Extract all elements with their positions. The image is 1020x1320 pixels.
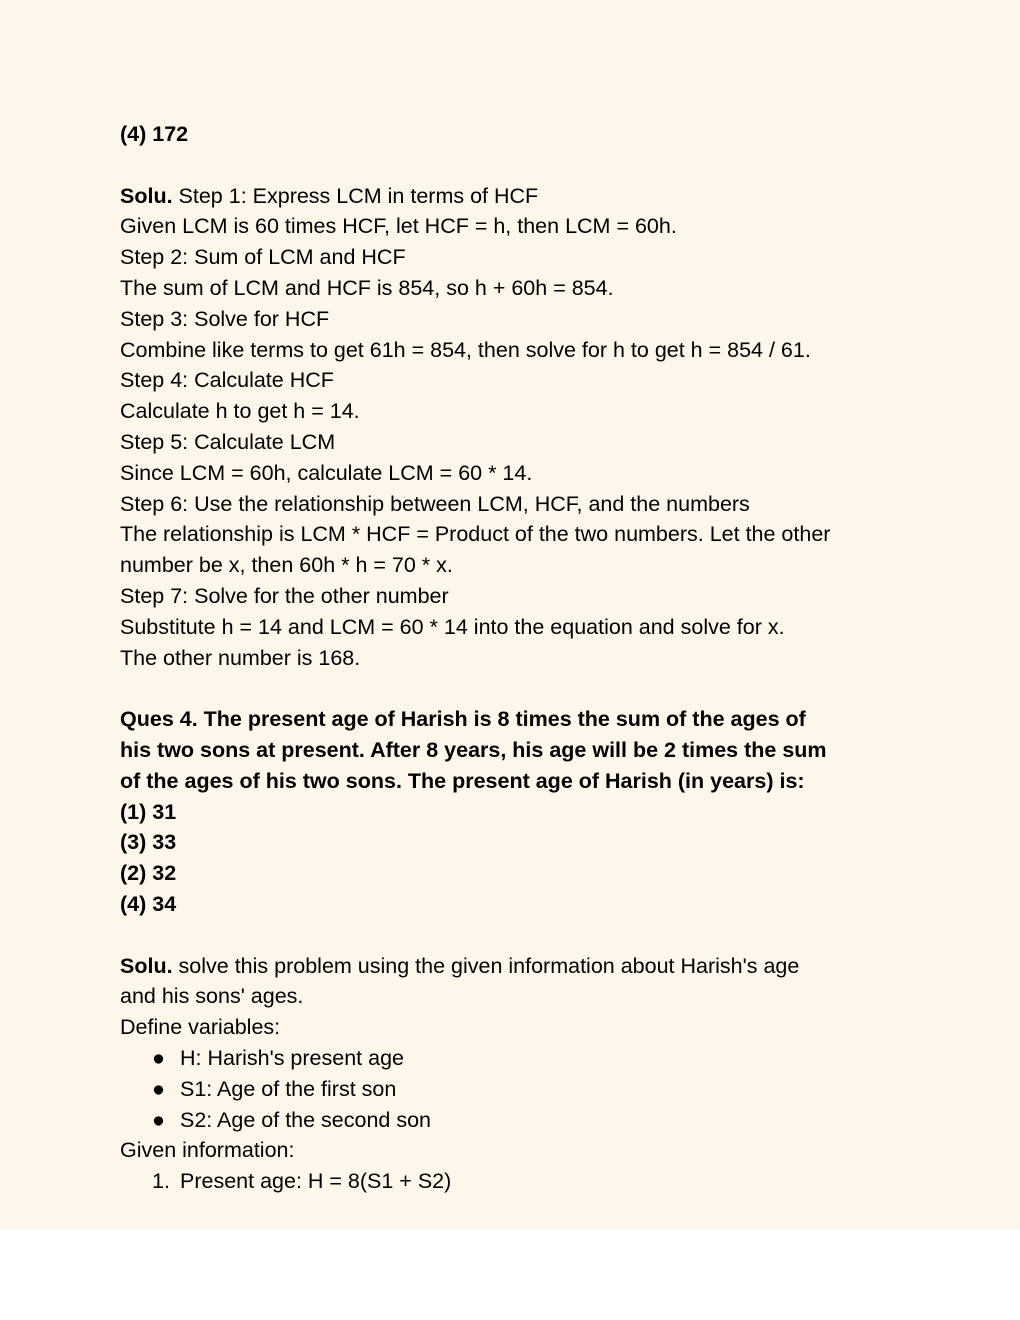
- question-text-line: Ques 4. The present age of Harish is 8 times the sum of the ages of: [120, 707, 806, 732]
- solution-line: Step 3: Solve for HCF: [120, 306, 330, 331]
- solution-line: number be x, then 60h * h = 70 * x.: [120, 553, 453, 578]
- bullet-icon: ●: [152, 1107, 165, 1132]
- previous-option: (4) 172: [120, 122, 189, 146]
- solution-line: The relationship is LCM * HCF = Product of the two numbers. Let the other: [120, 522, 831, 547]
- solution-line: Since LCM = 60h, calculate LCM = 60 * 14.: [120, 460, 533, 485]
- answer-option: (1) 31: [120, 799, 177, 824]
- solution-line: Step 2: Sum of LCM and HCF: [120, 245, 406, 270]
- bullet-item: ● S2: Age of the second son: [120, 1105, 910, 1136]
- bullet-icon: ●: [152, 1076, 165, 1101]
- solu-label: Solu.: [120, 953, 173, 978]
- answer-option: (4) 34: [120, 891, 177, 916]
- question-text-line: his two sons at present. After 8 years, his age will be 2 times the sum: [120, 737, 827, 762]
- answer-option: (2) 32: [120, 861, 177, 886]
- solution-line: Step 4: Calculate HCF: [120, 368, 334, 393]
- solution-line: Step 5: Calculate LCM: [120, 429, 336, 454]
- page-content: [120, 119, 910, 1197]
- solution-line: Combine like terms to get 61h = 854, then solve for h to get h = 854 / 61.: [120, 337, 811, 362]
- define-variables: Define variables:: [120, 1015, 281, 1040]
- solution-3-start: Solu. Step 1: Express LCM in terms of HCF: [120, 183, 539, 208]
- solution-line: and his sons' ages.: [120, 984, 304, 1009]
- bullet-item: ● S1: Age of the first son: [120, 1074, 910, 1105]
- given-information: Given information:: [120, 1138, 295, 1163]
- solution-line: Step 7: Solve for the other number: [120, 583, 449, 608]
- bullet-item: ● H: Harish's present age: [120, 1043, 910, 1074]
- bullet-icon: ●: [152, 1045, 165, 1070]
- solution-line: Substitute h = 14 and LCM = 60 * 14 into the equation and solve for x.: [120, 614, 785, 639]
- solution-line: The sum of LCM and HCF is 854, so h + 60h = 854.: [120, 275, 614, 300]
- solution-line: Step 6: Use the relationship between LCM, HCF, and the numbers: [120, 491, 750, 516]
- question-text-line: of the ages of his two sons. The present age of Harish (in years) is:: [120, 768, 805, 793]
- solution-line: Given LCM is 60 times HCF, let HCF = h, then LCM = 60h.: [120, 214, 677, 239]
- numbered-item: 1. Present age: H = 8(S1 + S2): [152, 1169, 452, 1194]
- solution-4-start: Solu. solve this problem using the given information about Harish's age: [120, 953, 800, 978]
- solu-label: Solu.: [120, 183, 173, 208]
- solution-line: The other number is 168.: [120, 645, 361, 670]
- solution-line: Calculate h to get h = 14.: [120, 399, 360, 424]
- answer-option: (3) 33: [120, 830, 177, 855]
